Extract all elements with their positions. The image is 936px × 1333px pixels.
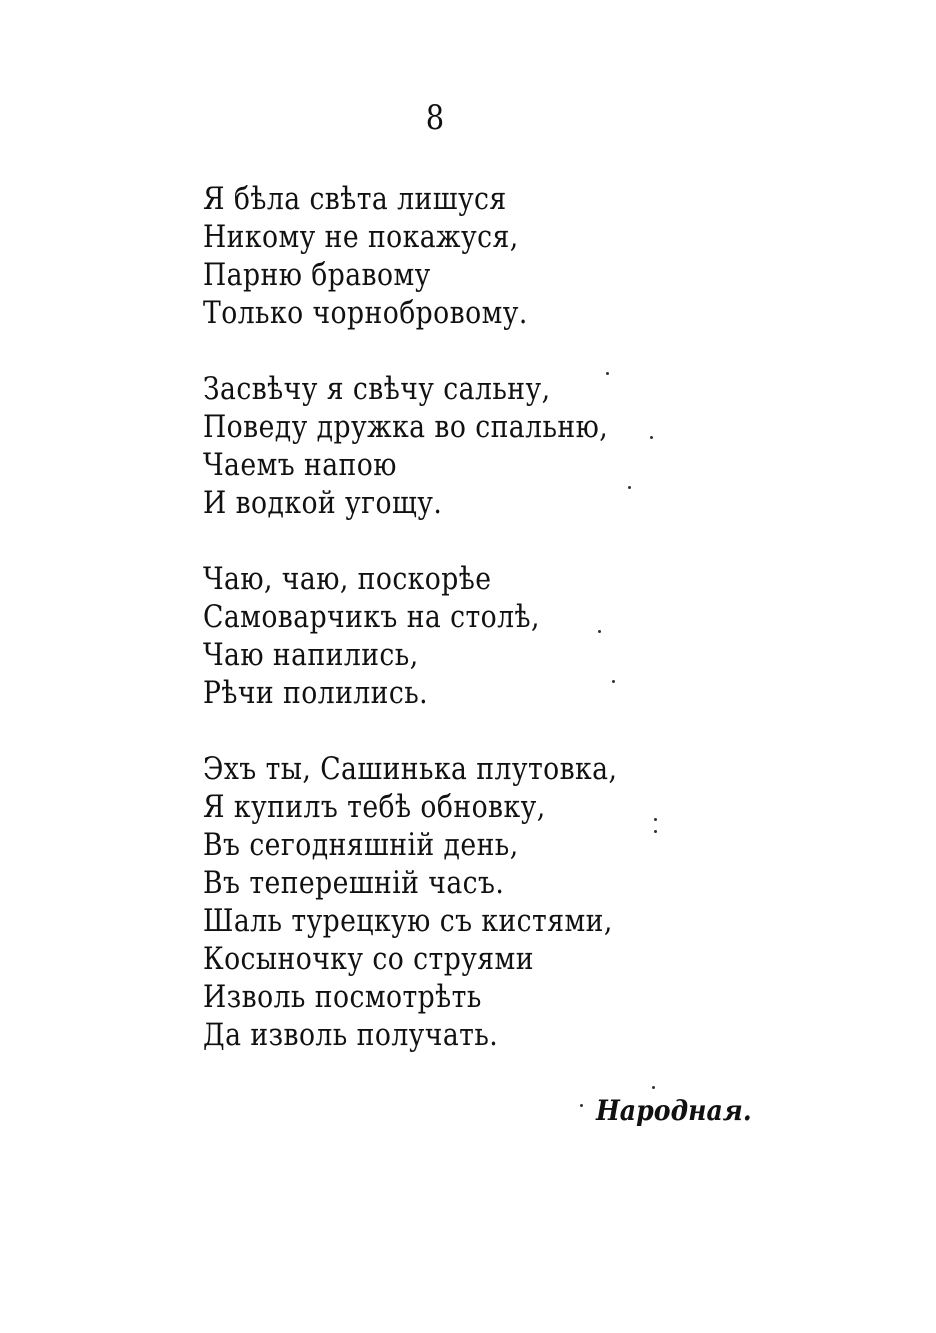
poem-line: Засвѣчу я свѣчу сальну, bbox=[203, 371, 551, 407]
poem-line: Никому не покажуся, bbox=[203, 219, 519, 255]
stanza-1 bbox=[203, 180, 803, 332]
poem-line: Да изволь получать. bbox=[203, 1017, 499, 1053]
poem-line: Я бѣла свѣта лишуся bbox=[203, 181, 507, 217]
scan-speck bbox=[628, 486, 631, 489]
poem-line: Шаль турецкую съ кистями, bbox=[203, 903, 613, 939]
poem-line: Поведу дружка во спальню, bbox=[203, 409, 609, 445]
scan-speck bbox=[580, 1104, 583, 1107]
stanza-4 bbox=[203, 750, 803, 1054]
scan-speck bbox=[652, 1086, 655, 1089]
poem-line: Только чорнобровому. bbox=[203, 295, 528, 331]
poem-line: Чаю, чаю, поскорѣе bbox=[203, 561, 492, 597]
poem-line: Чаю напились, bbox=[203, 637, 419, 673]
scan-speck bbox=[654, 830, 657, 833]
stanza-3 bbox=[203, 560, 803, 712]
poem-line: Изволь посмотрѣть bbox=[203, 979, 482, 1015]
poem-line: Косыночку со струями bbox=[203, 941, 534, 977]
stanza-2 bbox=[203, 370, 803, 522]
poem-line: Въ теперешній часъ. bbox=[203, 865, 505, 901]
scan-speck bbox=[654, 818, 657, 821]
poem-line: Чаемъ напою bbox=[203, 447, 397, 483]
poem-line: Эхъ ты, Сашинька плутовка, bbox=[203, 751, 618, 787]
poem bbox=[203, 180, 803, 1054]
poem-line: Въ сегодняшній день, bbox=[203, 827, 519, 863]
scan-speck bbox=[598, 630, 601, 633]
scan-speck bbox=[650, 436, 653, 439]
scan-speck bbox=[606, 372, 609, 375]
attribution: Народная. bbox=[596, 1094, 752, 1127]
poem-line: Рѣчи полились. bbox=[203, 675, 429, 711]
poem-line: Самоварчикъ на столѣ, bbox=[203, 599, 540, 635]
poem-line: И водкой угощу. bbox=[203, 485, 443, 521]
page-number: 8 bbox=[425, 98, 445, 138]
poem-line: Я купилъ тебѣ обновку, bbox=[203, 789, 546, 825]
scan-speck bbox=[612, 680, 615, 683]
poem-line: Парню бравому bbox=[203, 257, 431, 293]
